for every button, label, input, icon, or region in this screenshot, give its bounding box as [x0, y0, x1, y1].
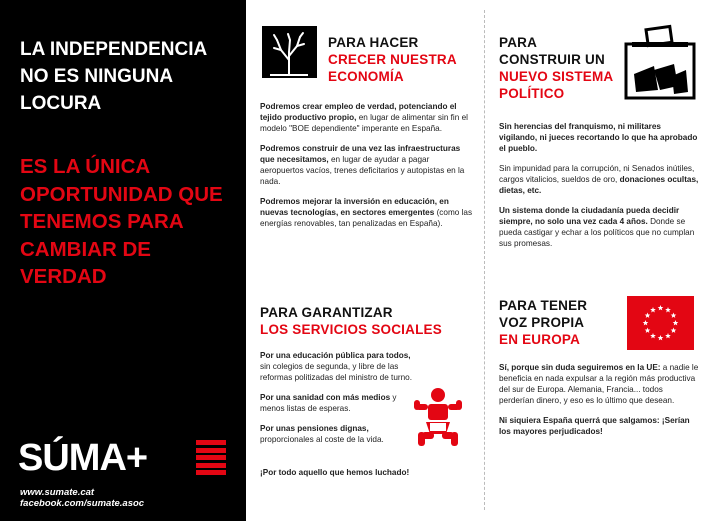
servicios-title-1: PARA GARANTIZAR — [260, 305, 393, 320]
eu-star — [658, 335, 664, 340]
politico-p1: Sin herencias del franquismo, ni militares vigilando, ni jueces recortando lo que ha aprobado el pueblo. — [499, 122, 698, 153]
eu-star — [665, 307, 671, 312]
eu-star — [650, 307, 656, 312]
economia-title-3: ECONOMÍA — [328, 69, 404, 84]
servicios-p3: Por unas pensiones dignas, proporcionales al coste de la vida. — [260, 424, 384, 444]
eu-star — [673, 320, 679, 325]
sumate-logo — [18, 436, 228, 480]
headline-oportunidad: ES LA ÚNICA OPORTUNIDAD QUE TENEMOS PARA CAMBIAR DE VERDAD — [20, 155, 223, 288]
servicios-body — [260, 350, 422, 454]
europa-title-3: EN EUROPA — [499, 332, 581, 347]
logo-e-bars — [196, 440, 226, 474]
politico-title-1: PARA — [499, 35, 538, 50]
politico-title — [499, 34, 629, 102]
column-divider — [484, 10, 485, 510]
eu-star — [643, 320, 649, 325]
servicios-p2: Por una sanidad con más medios y menos listas de esperas. — [260, 393, 397, 413]
servicios-title — [260, 304, 480, 338]
economia-title-1: PARA HACER — [328, 35, 419, 50]
eu-star — [671, 328, 677, 333]
europa-p1: Sí, porque sin duda seguiremos en la UE: a nadie le beneficia en nada expulsar a la región más productiva del sur de Europa. Alemania, Francia... todos perderían dinero, y eso es lo último que desean. — [499, 363, 699, 405]
europa-title-2: VOZ PROPIA — [499, 315, 585, 330]
europa-title — [499, 297, 619, 348]
europa-body — [499, 362, 699, 446]
child-icon — [412, 386, 464, 448]
servicios-closing: ¡Por todo aquello que hemos luchado! — [260, 468, 410, 477]
footer-urls — [20, 487, 246, 509]
europa-title-1: PARA TENER — [499, 298, 588, 313]
politico-p2: Sin impunidad para la corrupción, ni Senados inútiles, cargos vitalicios, sueldos de oro, donaciones ocultas, dietas, etc. — [499, 164, 699, 195]
politico-p3: Un sistema donde la ciudadanía pueda decidir siempre, no solo una vez cada 4 años. Donde se pueda castigar y echar a los políticos que no cumplan sus promesas. — [499, 206, 695, 248]
web-url[interactable]: www.sumate.cat — [20, 487, 95, 498]
economia-p1: Podremos crear empleo de verdad, potenciando el tejido productivo propio, en lugar de alimentar sin fin el modelo "BOE dependiente" imperante en España. — [260, 102, 468, 133]
politico-title-2: CONSTRUIR UN — [499, 52, 605, 67]
eu-star — [645, 313, 651, 318]
eu-star — [658, 305, 664, 310]
economia-body — [260, 101, 475, 238]
economia-title-2: CRECER NUESTRA — [328, 52, 457, 67]
politico-title-4: POLÍTICO — [499, 86, 565, 101]
dead-tree-icon — [262, 26, 317, 78]
economia-p3: Podremos mejorar la inversión en educación, en nuevas tecnologías, en sectores emergentes (como las energías renovables, tan penalizadas en España). — [260, 197, 473, 228]
politico-body — [499, 121, 699, 258]
economia-title — [328, 34, 478, 85]
servicios-p1: Por una educación pública para todos, sin colegios de segunda, y libre de las reformas politizadas del ministro de turno. — [260, 351, 412, 382]
eu-star — [665, 333, 671, 338]
politico-title-3: NUEVO SISTEMA — [499, 69, 614, 84]
ballot-box-icon — [624, 20, 696, 100]
eu-star — [650, 333, 656, 338]
eu-flag-icon — [627, 296, 694, 350]
headline-independencia: LA INDEPENDENCIA NO ES NINGUNA LOCURA — [20, 39, 207, 114]
eu-star — [645, 328, 651, 333]
europa-p2: Ni siquiera España querrá que salgamos: ¡Serían los mayores perjudicados! — [499, 416, 690, 436]
eu-star — [671, 313, 677, 318]
facebook-url[interactable]: facebook.com/sumate.asoc — [20, 498, 145, 509]
left-panel — [0, 0, 246, 521]
economia-p2: Podremos construir de una vez las infraestructuras que necesitamos, en lugar de ayudar a pagar aeropuertos vacíos, trenes deficitarios y autopistas en la nada. — [260, 144, 465, 186]
logo-wordmark: SÚMA+ — [18, 437, 148, 479]
servicios-title-2: LOS SERVICIOS SOCIALES — [260, 322, 442, 337]
